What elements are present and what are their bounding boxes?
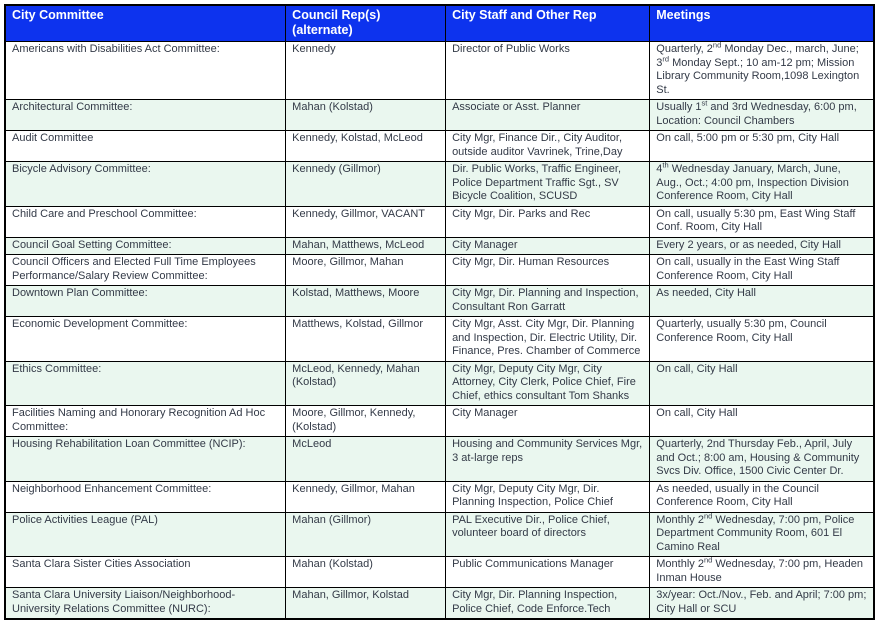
table-row	[5, 437, 874, 482]
cell-council-reps: Mahan, Gillmor, Kolstad	[286, 588, 446, 620]
column-header-city-committee: City Committee	[5, 5, 286, 42]
cell-council-reps: Kennedy (Gillmor)	[286, 162, 446, 207]
cell-city-staff: Dir. Public Works, Traffic Engineer, Police Department Traffic Sgt., SV Bicycle Coalition, SCUSD	[446, 162, 650, 207]
column-header-meetings: Meetings	[650, 5, 874, 42]
table-row	[5, 162, 874, 207]
cell-city-committee: Economic Development Committee:	[5, 317, 286, 362]
cell-city-committee: Architectural Committee:	[5, 100, 286, 131]
cell-city-committee: Neighborhood Enhancement Committee:	[5, 481, 286, 512]
table-row	[5, 406, 874, 437]
cell-city-staff: Director of Public Works	[446, 42, 650, 100]
cell-council-reps: Moore, Gillmor, Kennedy, (Kolstad)	[286, 406, 446, 437]
cell-city-committee: Ethics Committee:	[5, 361, 286, 406]
table-body	[5, 42, 874, 620]
cell-meetings: As needed, usually in the Council Conference Room, City Hall	[650, 481, 874, 512]
cell-council-reps: Kolstad, Matthews, Moore	[286, 286, 446, 317]
cell-meetings: As needed, City Hall	[650, 286, 874, 317]
table-row	[5, 481, 874, 512]
cell-meetings: Quarterly, 2nd Monday Dec., march, June; 3rd Monday Sept.; 10 am-12 pm; Mission Library Community Room,1098 Lexington St.	[650, 42, 874, 100]
cell-meetings: Usually 1st and 3rd Wednesday, 6:00 pm, Location: Council Chambers	[650, 100, 874, 131]
cell-city-committee: Council Officers and Elected Full Time Employees Performance/Salary Review Committee:	[5, 255, 286, 286]
city-committees-table	[4, 4, 875, 620]
cell-council-reps: McLeod, Kennedy, Mahan (Kolstad)	[286, 361, 446, 406]
table-row	[5, 588, 874, 620]
cell-city-staff: City Mgr, Asst. City Mgr, Dir. Planning and Inspection, Dir. Electric Utility, Dir. Finance, Pres. Chamber of Commerce	[446, 317, 650, 362]
cell-city-staff: City Manager	[446, 406, 650, 437]
cell-meetings: On call, 5:00 pm or 5:30 pm, City Hall	[650, 131, 874, 162]
cell-meetings: Quarterly, usually 5:30 pm, Council Conference Room, City Hall	[650, 317, 874, 362]
cell-city-committee: Santa Clara University Liaison/Neighborhood-University Relations Committee (NURC):	[5, 588, 286, 620]
cell-city-committee: Santa Clara Sister Cities Association	[5, 557, 286, 588]
cell-city-staff: Associate or Asst. Planner	[446, 100, 650, 131]
cell-council-reps: Kennedy, Gillmor, Mahan	[286, 481, 446, 512]
cell-city-committee: Bicycle Advisory Committee:	[5, 162, 286, 207]
cell-council-reps: Mahan (Kolstad)	[286, 100, 446, 131]
cell-meetings: Quarterly, 2nd Thursday Feb., April, July and Oct.; 8:00 am, Housing & Community Svcs Div. Office, 1500 Civic Center Dr.	[650, 437, 874, 482]
table-row	[5, 255, 874, 286]
cell-city-committee: Facilities Naming and Honorary Recognition Ad Hoc Committee:	[5, 406, 286, 437]
cell-city-staff: City Mgr, Finance Dir., City Auditor, outside auditor Vavrinek, Trine,Day	[446, 131, 650, 162]
table-header-row	[5, 5, 874, 42]
cell-city-committee: Police Activities League (PAL)	[5, 512, 286, 557]
cell-city-staff: City Mgr, Deputy City Mgr, Dir. Planning Inspection, Police Chief	[446, 481, 650, 512]
table-row	[5, 206, 874, 237]
column-header-city-staff: City Staff and Other Rep	[446, 5, 650, 42]
cell-council-reps: McLeod	[286, 437, 446, 482]
cell-council-reps: Kennedy, Kolstad, McLeod	[286, 131, 446, 162]
cell-city-staff: City Mgr, Deputy City Mgr, City Attorney, City Clerk, Police Chief, Fire Chief, ethics consultant Tom Shanks	[446, 361, 650, 406]
cell-meetings: On call, City Hall	[650, 406, 874, 437]
cell-city-committee: Americans with Disabilities Act Committee:	[5, 42, 286, 100]
cell-council-reps: Mahan, Matthews, McLeod	[286, 237, 446, 255]
cell-city-staff: City Mgr, Dir. Human Resources	[446, 255, 650, 286]
cell-city-committee: Audit Committee	[5, 131, 286, 162]
cell-city-staff: Public Communications Manager	[446, 557, 650, 588]
cell-city-staff: City Mgr, Dir. Parks and Rec	[446, 206, 650, 237]
cell-council-reps: Mahan (Kolstad)	[286, 557, 446, 588]
cell-meetings: Every 2 years, or as needed, City Hall	[650, 237, 874, 255]
cell-city-staff: City Mgr, Dir. Planning Inspection, Police Chief, Code Enforce.Tech	[446, 588, 650, 620]
cell-city-committee: Downtown Plan Committee:	[5, 286, 286, 317]
cell-city-committee: Housing Rehabilitation Loan Committee (NCIP):	[5, 437, 286, 482]
cell-city-committee: Council Goal Setting Committee:	[5, 237, 286, 255]
table-row	[5, 237, 874, 255]
cell-council-reps: Moore, Gillmor, Mahan	[286, 255, 446, 286]
table-row	[5, 42, 874, 100]
table-row	[5, 131, 874, 162]
cell-council-reps: Kennedy, Gillmor, VACANT	[286, 206, 446, 237]
cell-meetings: On call, City Hall	[650, 361, 874, 406]
cell-city-staff: City Mgr, Dir. Planning and Inspection, Consultant Ron Garratt	[446, 286, 650, 317]
cell-meetings: Monthly 2nd Wednesday, 7:00 pm, Headen Inman House	[650, 557, 874, 588]
cell-meetings: Monthly 2nd Wednesday, 7:00 pm, Police Department Community Room, 601 El Camino Real	[650, 512, 874, 557]
cell-council-reps: Matthews, Kolstad, Gillmor	[286, 317, 446, 362]
cell-city-staff: PAL Executive Dir., Police Chief, volunteer board of directors	[446, 512, 650, 557]
cell-city-staff: City Manager	[446, 237, 650, 255]
column-header-council-reps: Council Rep(s) (alternate)	[286, 5, 446, 42]
cell-council-reps: Kennedy	[286, 42, 446, 100]
table-row	[5, 286, 874, 317]
table-row	[5, 361, 874, 406]
table-row	[5, 557, 874, 588]
cell-meetings: On call, usually in the East Wing Staff Conference Room, City Hall	[650, 255, 874, 286]
table-row	[5, 512, 874, 557]
table-row	[5, 100, 874, 131]
cell-council-reps: Mahan (Gillmor)	[286, 512, 446, 557]
cell-meetings: On call, usually 5:30 pm, East Wing Staff Conf. Room, City Hall	[650, 206, 874, 237]
cell-meetings: 3x/year: Oct./Nov., Feb. and April; 7:00 pm; City Hall or SCU	[650, 588, 874, 620]
cell-city-staff: Housing and Community Services Mgr, 3 at-large reps	[446, 437, 650, 482]
cell-city-committee: Child Care and Preschool Committee:	[5, 206, 286, 237]
table-row	[5, 317, 874, 362]
cell-meetings: 4th Wednesday January, March, June, Aug., Oct.; 4:00 pm, Inspection Division Conference Room, City Hall	[650, 162, 874, 207]
